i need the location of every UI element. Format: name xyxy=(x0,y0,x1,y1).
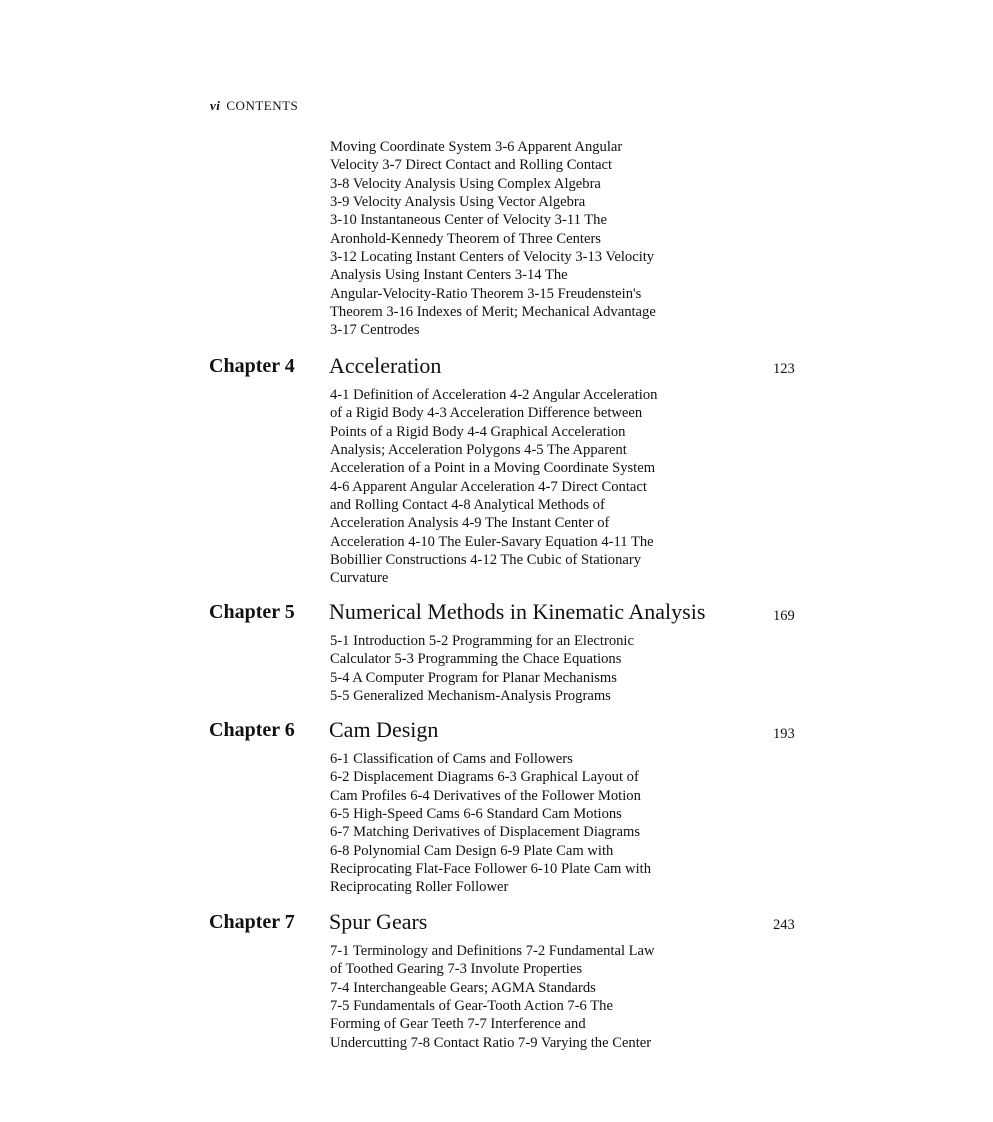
toc-line: 6-1 Classification of Cams and Followers xyxy=(330,751,573,767)
toc-line: 6-2 Displacement Diagrams 6-3 Graphical Layout of xyxy=(330,769,639,786)
toc-line: 4-1 Definition of Acceleration 4-2 Angular Acceleration xyxy=(330,387,658,403)
toc-line: 6-7 Matching Derivatives of Displacement Diagrams xyxy=(330,824,641,841)
toc-line: Acceleration 4-10 The Euler-Savary Equation 4-11 The xyxy=(330,533,654,550)
toc-line: Acceleration of a Point in a Moving Coordinate System xyxy=(330,460,656,477)
toc-line: 3-12 Locating Instant Centers of Velocity 3-13 Velocity xyxy=(330,249,655,266)
toc-line: Bobillier Constructions 4-12 The Cubic of Stationary xyxy=(330,552,642,569)
chapter-7-title: Spur Gears xyxy=(329,909,428,934)
toc-line: Analysis Using Instant Centers 3-14 The xyxy=(330,267,568,284)
toc-line: 3-10 Instantaneous Center of Velocity 3-11 The xyxy=(330,212,607,229)
chapter-5-sections xyxy=(330,632,750,705)
chapter-4-label: Chapter 4 xyxy=(209,355,295,377)
toc-line: 6-5 High-Speed Cams 6-6 Standard Cam Motions xyxy=(330,806,622,823)
toc-line: 7-1 Terminology and Definitions 7-2 Fundamental Law xyxy=(330,943,655,959)
chapter-6-sections xyxy=(330,750,750,897)
toc-line: 7-4 Interchangeable Gears; AGMA Standards xyxy=(330,979,596,996)
toc-line: 3-9 Velocity Analysis Using Vector Algebra xyxy=(330,194,586,211)
chapter-7-label: Chapter 7 xyxy=(209,911,295,933)
toc-line: Undercutting 7-8 Contact Ratio 7-9 Varying the Center xyxy=(330,1034,652,1051)
toc-line: Curvature xyxy=(330,570,389,587)
toc-line: Aronhold-Kennedy Theorem of Three Centers xyxy=(330,230,601,247)
chapter-5-label: Chapter 5 xyxy=(209,601,295,623)
toc-line: of Toothed Gearing 7-3 Involute Properties xyxy=(330,961,583,978)
toc-line: 3-17 Centrodes xyxy=(330,322,420,339)
toc-line: 4-6 Apparent Angular Acceleration 4-7 Direct Contact xyxy=(330,478,647,495)
chapter-7-page: 243 xyxy=(773,917,795,933)
chapter-4-sections xyxy=(330,386,750,588)
chapter-6-label: Chapter 6 xyxy=(209,719,295,741)
toc-line: Analysis; Acceleration Polygons 4-5 The Apparent xyxy=(330,442,627,459)
toc-line: Moving Coordinate System 3-6 Apparent Angular xyxy=(330,139,623,155)
toc-line: Reciprocating Flat-Face Follower 6-10 Plate Cam with xyxy=(330,861,651,878)
toc-line: Reciprocating Roller Follower xyxy=(330,879,509,896)
chapter-5-page: 169 xyxy=(773,608,795,624)
toc-line: Angular-Velocity-Ratio Theorem 3-15 Freudenstein's xyxy=(330,285,642,302)
toc-line: 5-4 A Computer Program for Planar Mechanisms xyxy=(330,669,617,686)
toc-line: Cam Profiles 6-4 Derivatives of the Follower Motion xyxy=(330,787,641,804)
toc-line: Acceleration Analysis 4-9 The Instant Center of xyxy=(330,515,610,532)
toc-line: Velocity 3-7 Direct Contact and Rolling Contact xyxy=(330,157,613,174)
chapter-6-title: Cam Design xyxy=(329,717,439,742)
page-header xyxy=(210,98,298,114)
chapter-4-page: 123 xyxy=(773,361,795,377)
toc-line: 5-5 Generalized Mechanism-Analysis Programs xyxy=(330,688,611,705)
toc-line: 5-1 Introduction 5-2 Programming for an Electronic xyxy=(330,633,634,649)
page-number: vi xyxy=(210,98,221,113)
chapter-4-title: Acceleration xyxy=(329,353,442,378)
toc-line: Calculator 5-3 Programming the Chace Equations xyxy=(330,651,622,668)
header-title: CONTENTS xyxy=(226,98,299,113)
toc-line: Theorem 3-16 Indexes of Merit; Mechanical Advantage xyxy=(330,304,656,321)
continuation-block xyxy=(330,138,750,340)
toc-line: and Rolling Contact 4-8 Analytical Methods of xyxy=(330,497,605,514)
toc-line: 6-8 Polynomial Cam Design 6-9 Plate Cam with xyxy=(330,842,614,859)
toc-line: of a Rigid Body 4-3 Acceleration Difference between xyxy=(330,405,643,422)
chapter-6-page: 193 xyxy=(773,726,795,742)
toc-line: Points of a Rigid Body 4-4 Graphical Acceleration xyxy=(330,423,626,440)
chapter-7-sections xyxy=(330,942,750,1052)
chapter-5-title: Numerical Methods in Kinematic Analysis xyxy=(329,599,706,624)
toc-line: 3-8 Velocity Analysis Using Complex Algebra xyxy=(330,175,601,192)
toc-line: Forming of Gear Teeth 7-7 Interference and xyxy=(330,1016,586,1033)
toc-line: 7-5 Fundamentals of Gear-Tooth Action 7-6 The xyxy=(330,998,613,1015)
